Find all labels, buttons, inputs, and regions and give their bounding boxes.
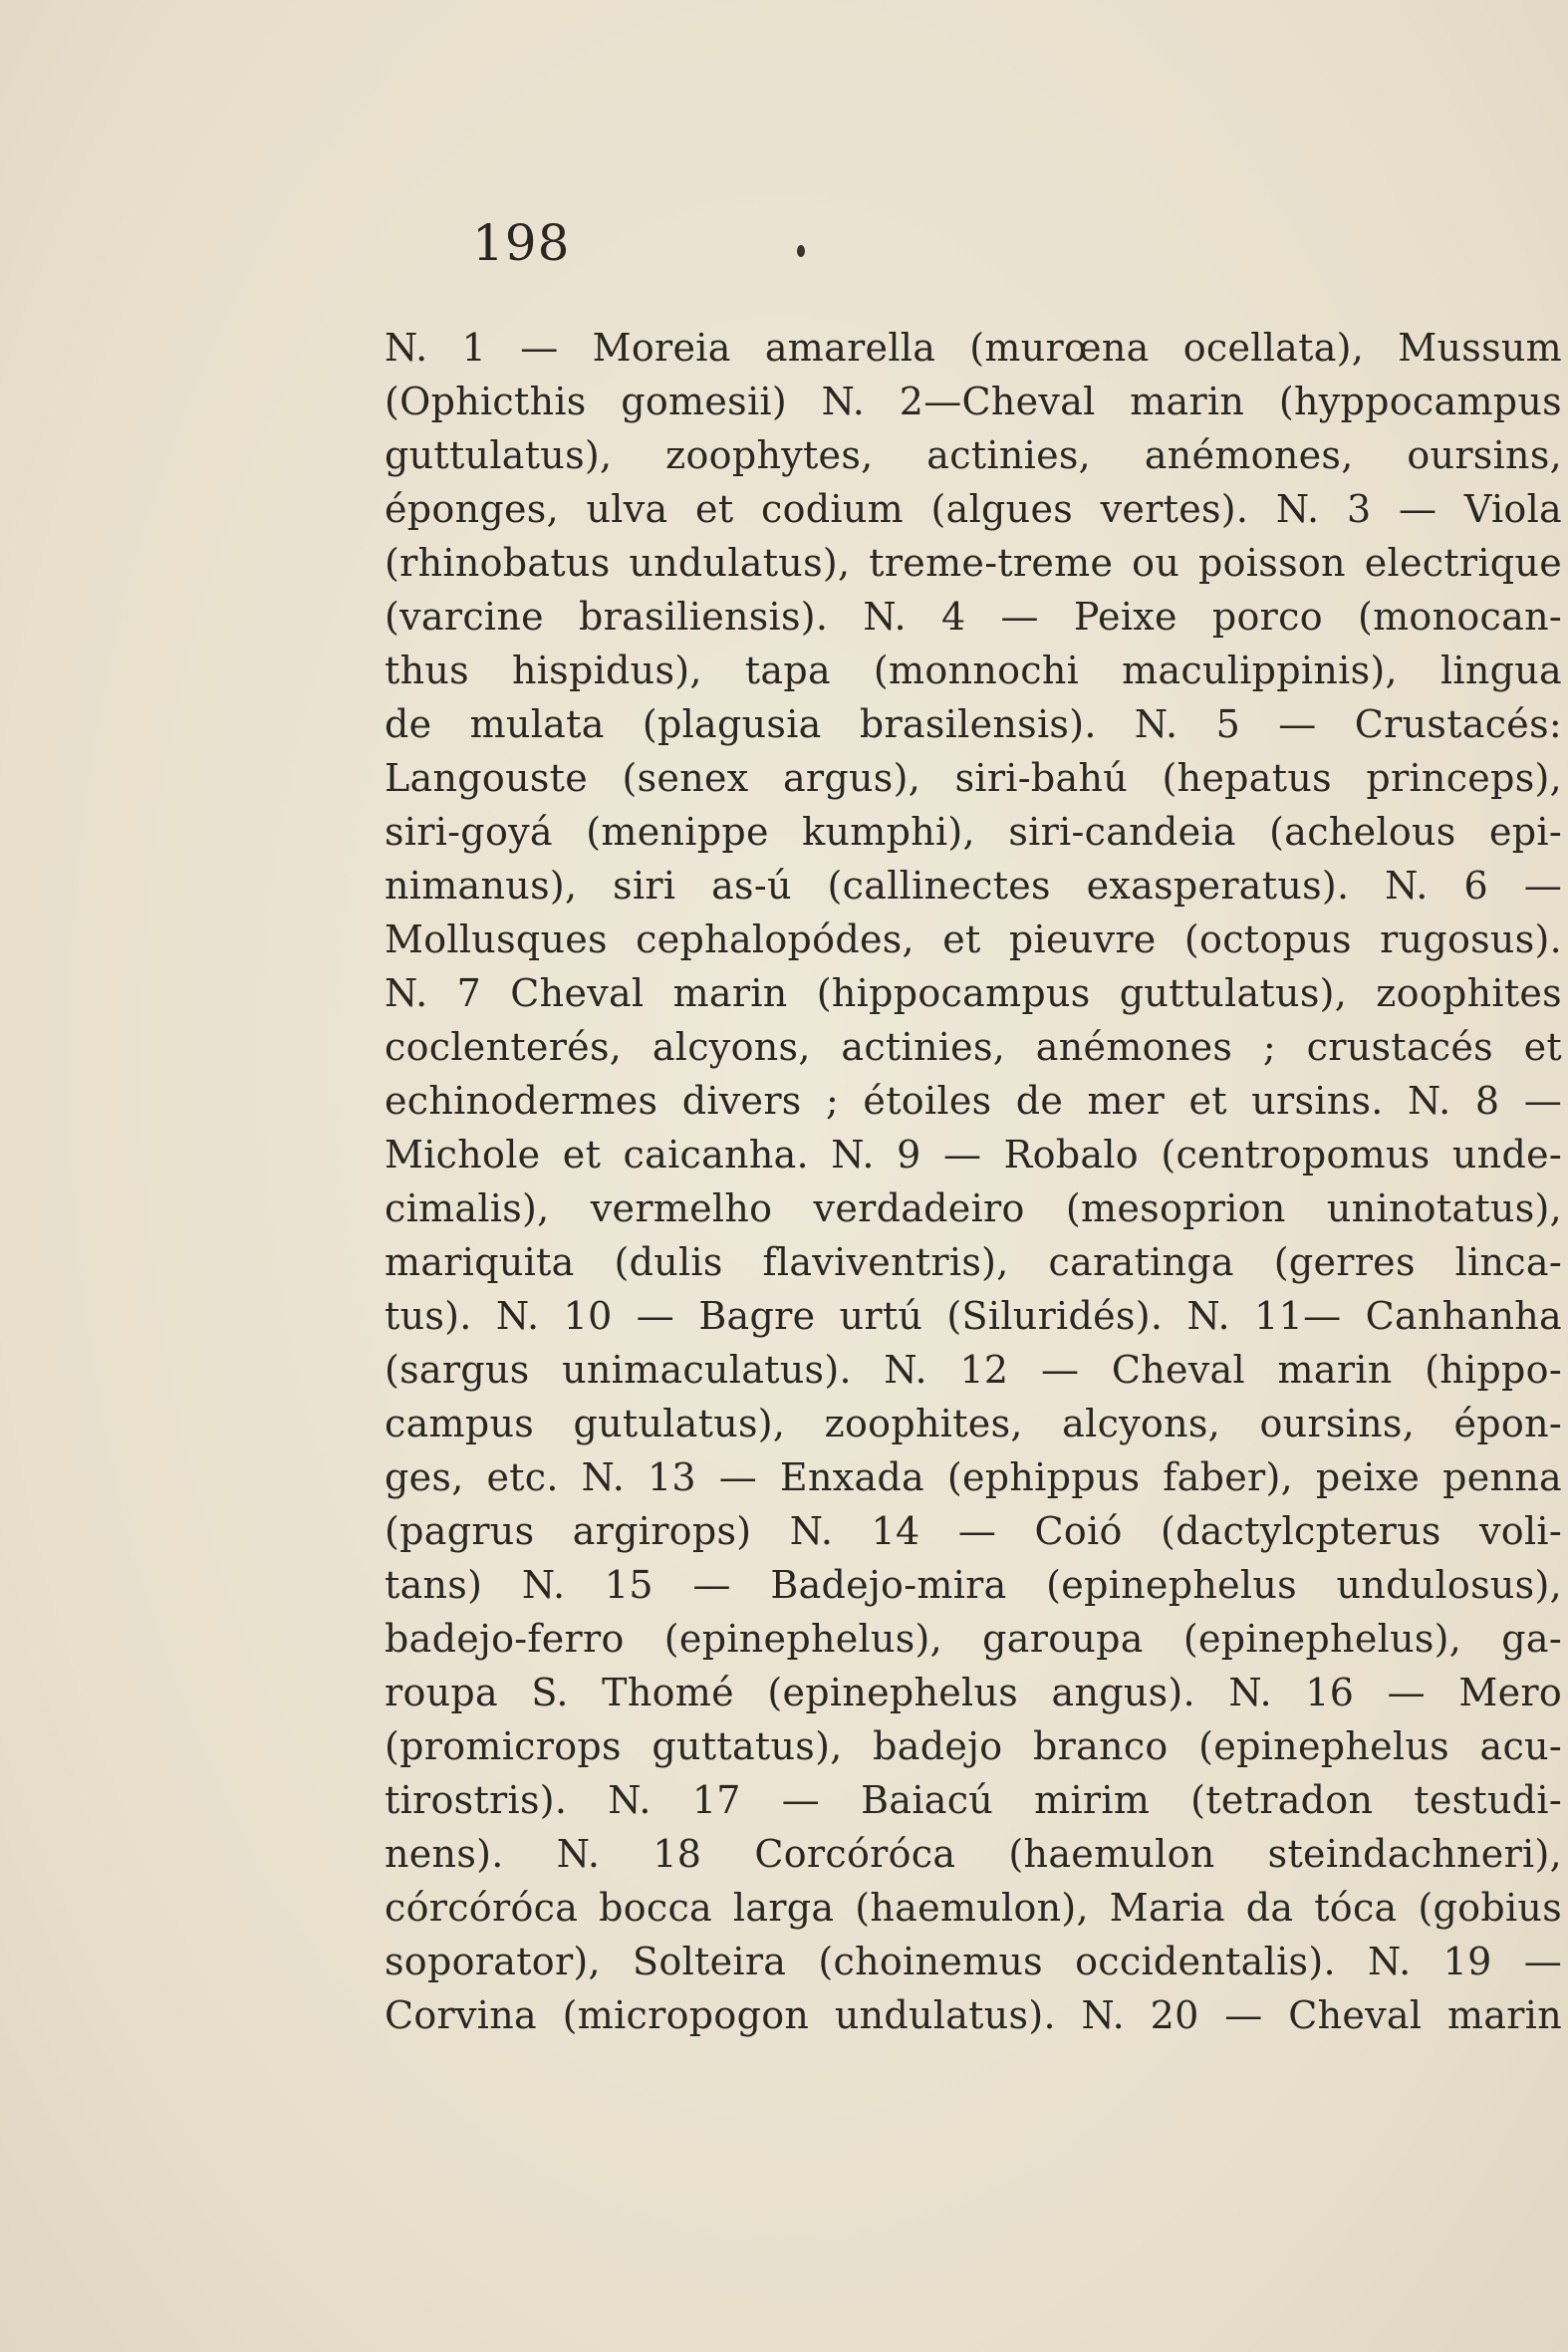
- text-line: guttulatus), zoophytes, actinies, anémones, oursins,: [385, 433, 1562, 477]
- text-line: cimalis), vermelho verdadeiro (mesoprion uninotatus),: [385, 1186, 1562, 1230]
- text-line: Corvina (micropogon undulatus). N. 20 — Cheval marin: [385, 1993, 1562, 2037]
- text-line: N. 7 Cheval marin (hippocampus guttulatus), zoophites: [385, 971, 1562, 1015]
- text-line: N. 1 — Moreia amarella (murœna ocellata), Mussum: [385, 326, 1562, 370]
- text-line: (sargus unimaculatus). N. 12 — Cheval marin (hippo-: [385, 1348, 1562, 1392]
- text-line: nimanus), siri as-ú (callinectes exasperatus). N. 6 —: [385, 864, 1562, 908]
- text-line: tans) N. 15 — Badejo-mira (epinephelus undulosus),: [385, 1563, 1562, 1607]
- body-paragraph: [385, 321, 1562, 2042]
- text-line: (pagrus argirops) N. 14 — Coió (dactylcpterus voli-: [385, 1509, 1562, 1553]
- text-line: (Ophicthis gomesii) N. 2—Cheval marin (hyppocampus: [385, 380, 1562, 423]
- page-number: 198: [472, 214, 571, 272]
- text-line: mariquita (dulis flaviventris), caratinga (gerres linca-: [385, 1240, 1562, 1284]
- text-line: ges, etc. N. 13 — Enxada (ephippus faber), peixe penna: [385, 1455, 1562, 1499]
- text-line: roupa S. Thomé (epinephelus angus). N. 16 — Mero: [385, 1671, 1562, 1714]
- text-line: nens). N. 18 Corcóróca (haemulon steindachneri),: [385, 1832, 1562, 1876]
- text-line: (rhinobatus undulatus), treme-treme ou poisson electrique: [385, 541, 1562, 585]
- text-line: campus gutulatus), zoophites, alcyons, oursins, épon-: [385, 1402, 1562, 1445]
- print-mark: [797, 245, 805, 257]
- text-line: de mulata (plagusia brasilensis). N. 5 — Crustacés:: [385, 702, 1562, 746]
- text-line: (varcine brasiliensis). N. 4 — Peixe porco (monocan-: [385, 595, 1562, 639]
- text-line: Michole et caicanha. N. 9 — Robalo (centropomus unde-: [385, 1133, 1562, 1176]
- text-line: Langouste (senex argus), siri-bahú (hepatus princeps),: [385, 756, 1562, 800]
- text-line: soporator), Solteira (choinemus occidentalis). N. 19 —: [385, 1940, 1562, 1983]
- text-line: Mollusques cephalopódes, et pieuvre (octopus rugosus).: [385, 917, 1562, 961]
- text-line: badejo-ferro (epinephelus), garoupa (epinephelus), ga-: [385, 1617, 1562, 1661]
- text-line: echinodermes divers ; étoiles de mer et ursins. N. 8 —: [385, 1079, 1562, 1123]
- text-line: siri-goyá (menippe kumphi), siri-candeia (achelous epi-: [385, 810, 1562, 854]
- text-line: tus). N. 10 — Bagre urtú (Siluridés). N. 11— Canhanha: [385, 1294, 1562, 1338]
- text-line: tirostris). N. 17 — Baiacú mirim (tetradon testudi-: [385, 1778, 1562, 1822]
- text-line: éponges, ulva et codium (algues vertes). N. 3 — Viola: [385, 487, 1562, 531]
- text-line: thus hispidus), tapa (monnochi maculippinis), lingua: [385, 649, 1562, 692]
- text-line: coclenterés, alcyons, actinies, anémones ; crustacés et: [385, 1025, 1562, 1069]
- text-line: córcóróca bocca larga (haemulon), Maria da tóca (gobius: [385, 1886, 1562, 1930]
- text-line: (promicrops guttatus), badejo branco (epinephelus acu-: [385, 1724, 1562, 1768]
